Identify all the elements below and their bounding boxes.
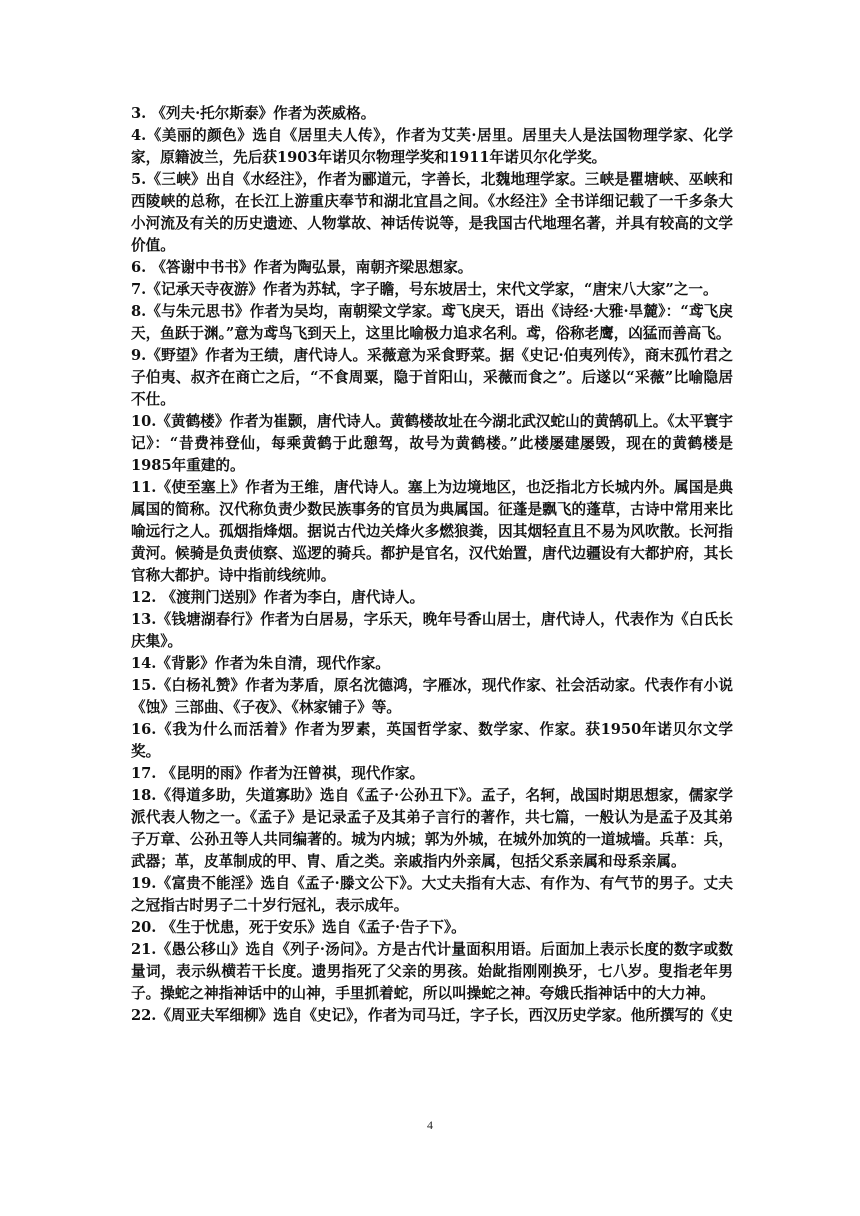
entry-16: 16.《我为什么而活着》作者为罗素，英国哲学家、数学家、作家。获1950年诺贝尔文学奖。 <box>131 721 733 760</box>
entry-6: 6. 《答谢中书书》作者为陶弘景，南朝齐梁思想家。 <box>131 259 473 276</box>
entry-5: 5.《三峡》出自《水经注》，作者为郦道元，字善长，北魏地理学家。三峡是瞿塘峡、巫峡和西陵峡的总称，在长江上游重庆奉节和湖北宜昌之间。《水经注》全书详细记载了一千多条大小河流及有关的历史遗迹、人物掌故、神话传说等，是我国古代地理名著，并具有较高的文学价值。 <box>131 171 733 254</box>
entry-22: 22.《周亚夫军细柳》选自《史记》，作者为司马迁，字子长，西汉历史学家。他所撰写的《史 <box>131 1007 733 1024</box>
entry-8: 8.《与朱元思书》作者为吴均，南朝梁文学家。鸢飞戾天，语出《诗经·大雅·旱麓》：“鸢飞戾天，鱼跃于渊。”意为鸢鸟飞到天上，这里比喻极力追求名利。鸢，俗称老鹰，凶猛而善高飞。 <box>131 303 733 342</box>
entry-10: 10.《黄鹤楼》作者为崔颢，唐代诗人。黄鹤楼故址在今湖北武汉蛇山的黄鹄矶上。《太平寰宇记》：“昔费祎登仙，每乘黄鹤于此憩驾，故号为黄鹤楼。”此楼屡建屡毁，现在的黄鹤楼是1985年重建的。 <box>131 413 733 474</box>
entry-17: 17. 《昆明的雨》作者为汪曾祺，现代作家。 <box>131 765 425 782</box>
entry-9: 9.《野望》作者为王绩，唐代诗人。采薇意为采食野菜。据《史记·伯夷列传》，商末孤竹君之子伯夷、叔齐在商亡之后，“不食周粟，隐于首阳山，采薇而食之”。后遂以“采薇”比喻隐居不仕。 <box>131 347 733 408</box>
entry-3: 3. 《列夫·托尔斯泰》作者为茨威格。 <box>131 105 376 122</box>
entry-19: 19.《富贵不能淫》选自《孟子·滕文公下》。大丈夫指有大志、有作为、有气节的男子。丈夫之冠指古时男子二十岁行冠礼，表示成年。 <box>131 875 733 914</box>
page-body <box>131 103 733 1027</box>
entry-12: 12. 《渡荆门送别》作者为李白，唐代诗人。 <box>131 589 425 606</box>
entry-18: 18.《得道多助，失道寡助》选自《孟子·公孙丑下》。孟子，名轲，战国时期思想家，儒家学派代表人物之一。《孟子》是记录孟子及其弟子言行的著作，共七篇，一般认为是孟子及其弟子万章、公孙丑等人共同编著的。城为内城；郭为外城，在城外加筑的一道城墙。兵革：兵，武器；革，皮革制成的甲、胄、盾之类。亲戚指内外亲属，包括父系亲属和母系亲属。 <box>131 787 733 870</box>
entry-20: 20. 《生于忧患，死于安乐》选自《孟子·告子下》。 <box>131 919 466 936</box>
entry-11: 11.《使至塞上》作者为王维，唐代诗人。塞上为边境地区，也泛指北方长城内外。属国是典属国的简称。汉代称负责少数民族事务的官员为典属国。征蓬是飘飞的蓬草，古诗中常用来比喻远行之人。孤烟指烽烟。据说古代边关烽火多燃狼粪，因其烟轻直且不易为风吹散。长河指黄河。候骑是负责侦察、巡逻的骑兵。都护是官名，汉代始置，唐代边疆设有大都护府，其长官称大都护。诗中指前线统帅。 <box>131 479 733 584</box>
entry-21: 21.《愚公移山》选自《列子·汤问》。方是古代计量面积用语。后面加上表示长度的数字或数量词，表示纵横若干长度。遗男指死了父亲的男孩。始龀指刚刚换牙，七八岁。叟指老年男子。操蛇之神指神话中的山神，手里抓着蛇，所以叫操蛇之神。夸娥氏指神话中的大力神。 <box>131 941 733 1002</box>
entry-14: 14.《背影》作者为朱自清，现代作家。 <box>131 655 390 672</box>
entry-4: 4.《美丽的颜色》选自《居里夫人传》，作者为艾芙·居里。居里夫人是法国物理学家、化学家，原籍波兰，先后获1903年诺贝尔物理学奖和1911年诺贝尔化学奖。 <box>131 127 733 166</box>
entry-15: 15.《白杨礼赞》作者为茅盾，原名沈德鸿，字雁冰，现代作家、社会活动家。代表作有小说《蚀》三部曲、《子夜》、《林家铺子》等。 <box>131 677 733 716</box>
page-number: 4 <box>427 1118 433 1132</box>
entry-13: 13.《钱塘湖春行》作者为白居易，字乐天，晚年号香山居士，唐代诗人，代表作为《白氏长庆集》。 <box>131 611 733 650</box>
entry-7: 7.《记承天寺夜游》作者为苏轼，字子瞻，号东坡居士，宋代文学家，“唐宋八大家”之一。 <box>131 281 718 298</box>
